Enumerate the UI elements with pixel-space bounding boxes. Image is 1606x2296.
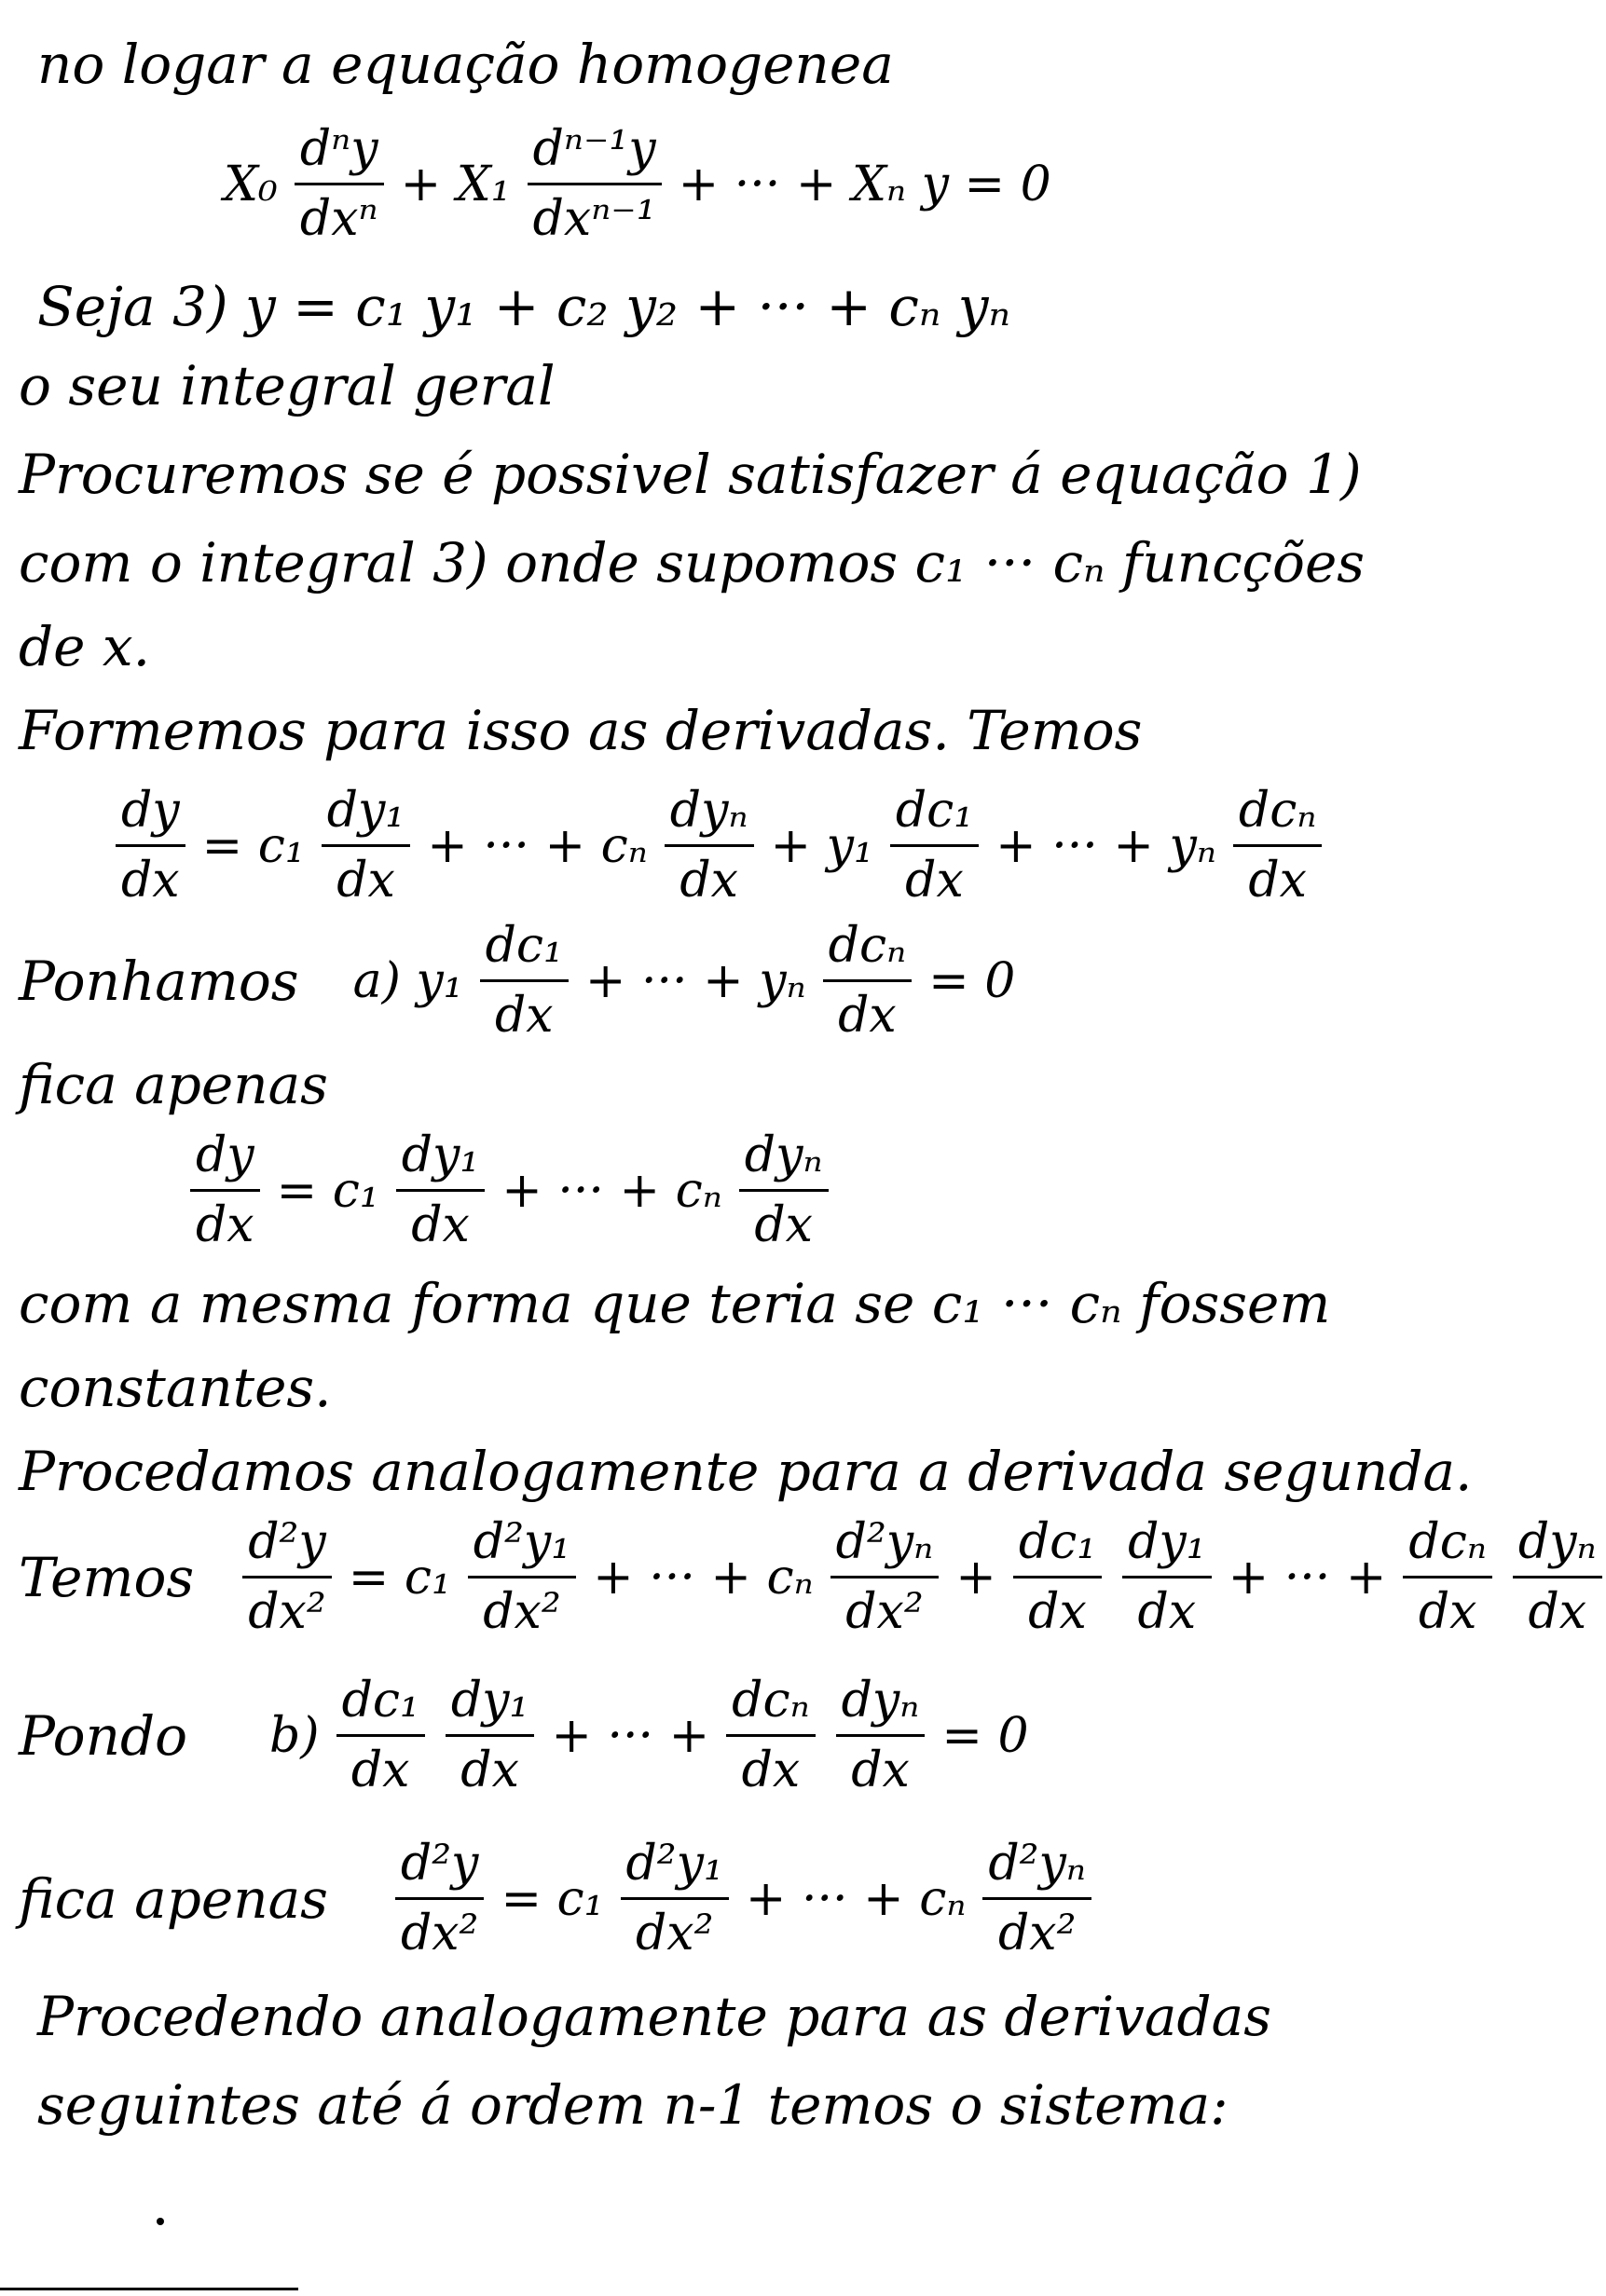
fraction: $\frac{\text{dcₙ}}{dx}$ [823, 918, 912, 1044]
eq-term: + ··· + cₙ [501, 1162, 722, 1219]
fraction: $\frac{\text{dcₙ}}{dx}$ [1233, 783, 1322, 909]
eq-term: = c₁ [276, 1162, 379, 1219]
eq-term: b) [269, 1707, 320, 1764]
fraction: $\frac{\text{d²y₁}}{\text{dx²}}$ [468, 1514, 576, 1640]
eq-term: + ··· + yₙ [995, 817, 1216, 874]
fraction: $\frac{\text{d²y}}{\text{dx²}}$ [242, 1514, 332, 1640]
text-line-15: Procedamos analogamente para a derivada segunda. [19, 1440, 1473, 1503]
equation-condition-a [19, 918, 1015, 1044]
text-line-13: com a mesma forma que teria se c₁ ··· cₙ fossem [19, 1272, 1331, 1335]
fraction: $\frac{\text{dy₁}}{dx}$ [396, 1128, 486, 1253]
eq-term: + [955, 1549, 996, 1606]
fraction: $\frac{\text{dc₁}}{dx}$ [1013, 1514, 1102, 1640]
eq-term: X₀ [224, 156, 278, 212]
fraction: $\frac{\text{d²y₁}}{\text{dx²}}$ [621, 1836, 729, 1961]
eq-term: + X₁ [400, 156, 511, 212]
text-line-4: o seu integral geral [19, 354, 556, 417]
fraction: $\frac{\text{dy₁}}{dx}$ [446, 1673, 535, 1798]
eq-term: + y₁ [770, 817, 873, 874]
text-line-1: no logar a equação homogenea [37, 33, 894, 96]
text-line-19: Procedendo analogamente para as derivadas [37, 1985, 1271, 2048]
text-line-7: de x. [19, 615, 151, 678]
equation-first-derivative-reduced [186, 1128, 832, 1253]
eq-term: = c₁ [348, 1549, 451, 1606]
text-line-5: Procuremos se é possivel satisfazer á equação 1) [19, 443, 1362, 506]
eq-term: + ··· + Xₙ y = 0 [678, 156, 1051, 212]
text-line-3: Seja 3) y = c₁ y₁ + c₂ y₂ + ··· + cₙ yₙ [37, 275, 1011, 338]
eq-lead-word: Temos [19, 1545, 195, 1609]
fraction: $\frac{\text{d²yₙ}}{\text{dx²}}$ [982, 1836, 1091, 1961]
fraction: $\frac{\text{dⁿ⁻¹y}}{\text{dxⁿ⁻¹}}$ [528, 121, 662, 247]
fraction: $\frac{\text{dcₙ}}{dx}$ [1403, 1514, 1491, 1640]
eq-term: + ··· + cₙ [427, 817, 648, 874]
equation-second-derivative-reduced [19, 1836, 1095, 1961]
fraction: $\frac{\text{dy₁}}{dx}$ [322, 783, 411, 909]
eq-term: = c₁ [501, 1870, 604, 1927]
eq-lead-word: fica apenas [19, 1866, 328, 1931]
fraction: $\frac{\text{dc₁}}{dx}$ [336, 1673, 425, 1798]
equation-homogeneous [224, 121, 1051, 247]
fraction: $\frac{\text{d²yₙ}}{\text{dx²}}$ [830, 1514, 940, 1640]
eq-term: = 0 [928, 952, 1016, 1009]
scan-edge-mark [0, 2288, 298, 2290]
eq-term: + ··· + [551, 1707, 710, 1764]
eq-term: a) y₁ [352, 952, 463, 1009]
fraction: $\frac{\text{dyₙ}}{dx}$ [739, 1128, 829, 1253]
text-line-8: Formemos para isso as derivadas. Temos [19, 699, 1143, 762]
eq-term: + ··· + yₙ [584, 952, 806, 1009]
eq-term: = c₁ [201, 817, 305, 874]
fraction: $\frac{\text{d²y}}{\text{dx²}}$ [395, 1836, 485, 1961]
fraction: $\frac{dy}{dx}$ [190, 1128, 260, 1253]
eq-term: = 0 [941, 1707, 1029, 1764]
fraction: $\frac{dy}{dx}$ [116, 783, 185, 909]
equation-first-derivative [112, 783, 1325, 909]
fraction: $\frac{\text{dc₁}}{dx}$ [890, 783, 979, 909]
equation-condition-b [19, 1673, 1029, 1798]
fraction: $\frac{\text{dy₁}}{dx}$ [1122, 1514, 1212, 1640]
text-line-11: fica apenas [19, 1053, 328, 1116]
text-line-6: com o integral 3) onde supomos c₁ ··· cₙ funcções [19, 531, 1366, 594]
ink-dot [157, 2218, 164, 2225]
text-line-14: constantes. [19, 1356, 332, 1419]
fraction: $\frac{\text{dc₁}}{dx}$ [480, 918, 569, 1044]
equation-second-derivative [19, 1514, 1606, 1640]
text-line-20: seguintes até á ordem n-1 temos o sistema: [37, 2073, 1229, 2137]
eq-term: + ··· + cₙ [593, 1549, 814, 1606]
fraction: $\frac{\text{dyₙ}}{dx}$ [665, 783, 754, 909]
fraction: $\frac{\text{dⁿy}}{\text{dxⁿ}}$ [295, 121, 384, 247]
eq-lead-word: Pondo [19, 1703, 187, 1768]
fraction: $\frac{\text{dyₙ}}{dx}$ [836, 1673, 926, 1798]
fraction: $\frac{\text{dcₙ}}{dx}$ [726, 1673, 815, 1798]
fraction: $\frac{\text{dyₙ}}{dx}$ [1513, 1514, 1602, 1640]
eq-term: + ··· + cₙ [745, 1870, 967, 1927]
eq-term: + ··· + [1228, 1549, 1387, 1606]
eq-lead-word: Ponhamos [19, 949, 299, 1013]
